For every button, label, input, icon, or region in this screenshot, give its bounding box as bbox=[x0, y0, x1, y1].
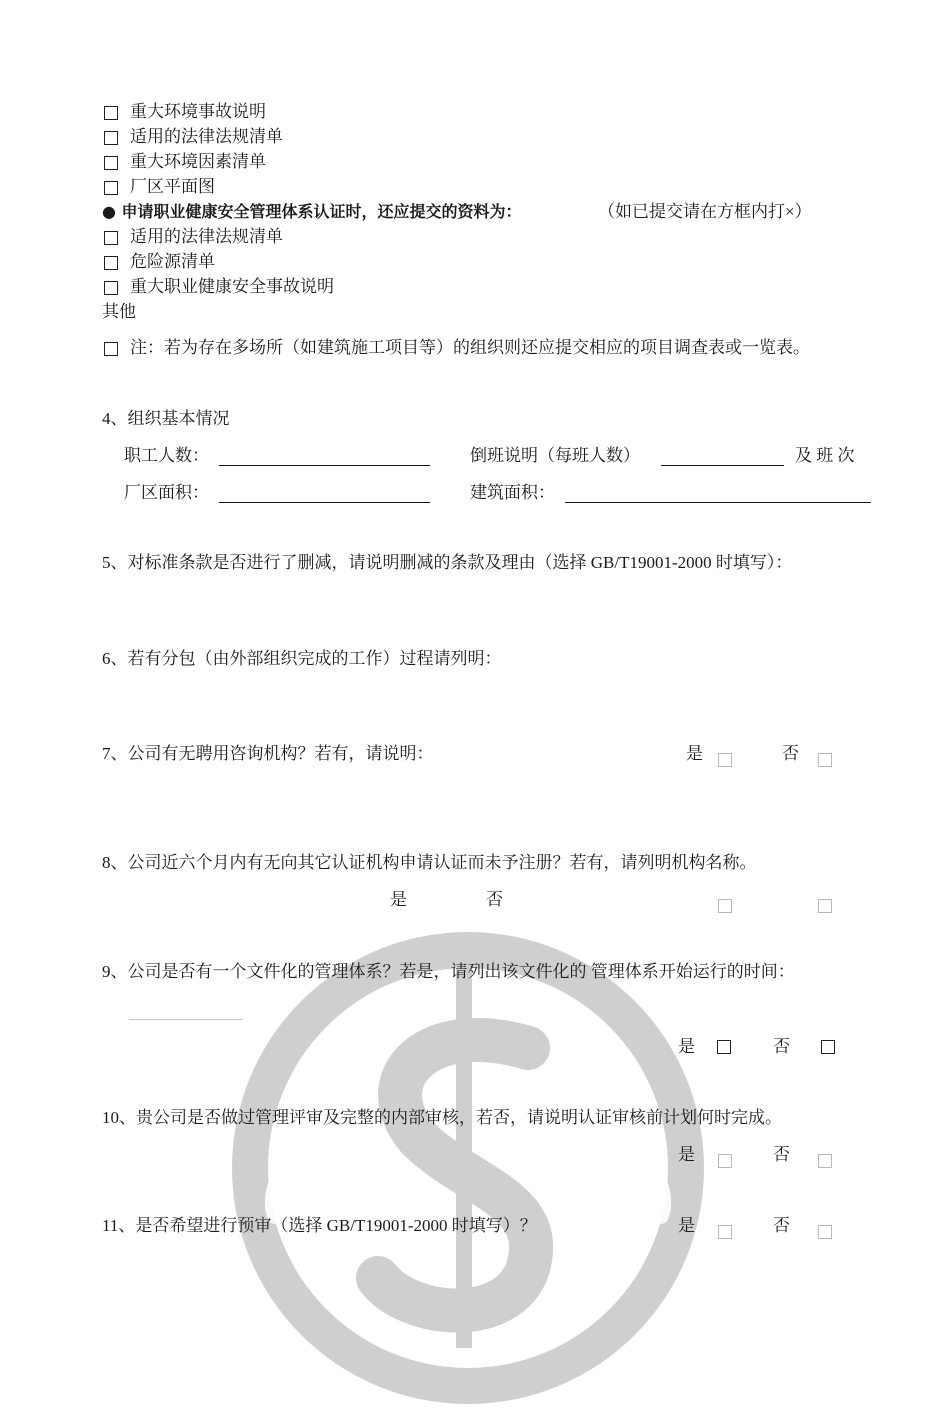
ohs-item-label: 重大职业健康安全事故说明 bbox=[130, 277, 334, 296]
q10-yes-label: 是 bbox=[678, 1145, 695, 1164]
q7-yes-checkbox[interactable] bbox=[718, 753, 732, 767]
checkbox-ohs-laws[interactable] bbox=[104, 231, 118, 245]
building-area-field[interactable] bbox=[565, 502, 871, 503]
bullet-icon: ● bbox=[102, 202, 116, 221]
q4-title: 4、组织基本情况 bbox=[102, 409, 230, 428]
building-area-label: 建筑面积： bbox=[470, 483, 555, 502]
ohs-item-label: 危险源清单 bbox=[130, 252, 215, 271]
staff-count-field[interactable] bbox=[219, 465, 430, 466]
q8-yes-checkbox[interactable] bbox=[718, 899, 732, 913]
q9-text: 9、公司是否有一个文件化的管理体系？若是，请列出该文件化的 管理体系开始运行的时间： bbox=[102, 962, 795, 981]
checkbox-multisite-note[interactable] bbox=[104, 342, 118, 356]
q9-no-checkbox[interactable] bbox=[821, 1040, 835, 1054]
checkbox-site-plan[interactable] bbox=[104, 181, 118, 195]
env-item-label: 重大环境事故说明 bbox=[130, 102, 266, 121]
staff-count-label: 职工人数： bbox=[124, 446, 209, 465]
ohs-heading-text: 申请职业健康安全管理体系认证时，还应提交的资料为： bbox=[121, 202, 522, 221]
multisite-note: 注：若为存在多场所（如建筑施工项目等）的组织则还应提交相应的项目调查表或一览表。 bbox=[130, 338, 810, 357]
q10-yes-checkbox[interactable] bbox=[718, 1154, 732, 1168]
env-item-label: 重大环境因素清单 bbox=[130, 152, 266, 171]
other-label: 其他 bbox=[102, 302, 136, 321]
env-item-label: 适用的法律法规清单 bbox=[130, 127, 283, 146]
checkbox-env-accident[interactable] bbox=[104, 106, 118, 120]
q8-text: 8、公司近六个月内有无向其它认证机构申请认证而未予注册？若有，请列明机构名称。 bbox=[102, 853, 757, 872]
site-area-field[interactable] bbox=[219, 502, 430, 503]
ohs-item-label: 适用的法律法规清单 bbox=[130, 227, 283, 246]
q10-no-label: 否 bbox=[773, 1145, 790, 1164]
q11-no-checkbox[interactable] bbox=[818, 1225, 832, 1239]
ohs-heading bbox=[102, 204, 522, 220]
q8-no-label: 否 bbox=[486, 890, 503, 909]
shift-count-field[interactable] bbox=[661, 465, 784, 466]
q11-yes-label: 是 bbox=[678, 1216, 695, 1235]
shift-suffix: 及 班 次 bbox=[795, 446, 855, 465]
q11-no-label: 否 bbox=[773, 1216, 790, 1235]
q5-text: 5、对标准条款是否进行了删减，请说明删减的条款及理由（选择 GB/T19001-2000 时填写）： bbox=[102, 553, 793, 572]
env-item-label: 厂区平面图 bbox=[130, 177, 215, 196]
q9-date-field[interactable] bbox=[129, 1019, 243, 1020]
checkbox-env-laws[interactable] bbox=[104, 131, 118, 145]
q11-yes-checkbox[interactable] bbox=[718, 1225, 732, 1239]
q7-no-checkbox[interactable] bbox=[818, 753, 832, 767]
q7-yes-label: 是 bbox=[686, 744, 703, 763]
checkbox-env-factors[interactable] bbox=[104, 156, 118, 170]
q8-no-checkbox[interactable] bbox=[818, 899, 832, 913]
checkbox-ohs-accident[interactable] bbox=[104, 281, 118, 295]
checkbox-hazard-list[interactable] bbox=[104, 256, 118, 270]
q11-text: 11、是否希望进行预审（选择 GB/T19001-2000 时填写）？ bbox=[102, 1216, 537, 1235]
q7-no-label: 否 bbox=[782, 744, 799, 763]
q10-no-checkbox[interactable] bbox=[818, 1154, 832, 1168]
q9-no-label: 否 bbox=[773, 1037, 790, 1056]
q9-yes-checkbox[interactable] bbox=[717, 1040, 731, 1054]
ohs-hint: （如已提交请在方框内打×） bbox=[598, 202, 812, 221]
q9-yes-label: 是 bbox=[678, 1037, 695, 1056]
q6-text: 6、若有分包（由外部组织完成的工作）过程请列明： bbox=[102, 649, 502, 668]
q7-text: 7、公司有无聘用咨询机构？若有，请说明： bbox=[102, 744, 434, 763]
shift-label: 倒班说明（每班人数） bbox=[470, 446, 640, 465]
site-area-label: 厂区面积： bbox=[124, 483, 209, 502]
q10-text: 10、贵公司是否做过管理评审及完整的内部审核，若否，请说明认证审核前计划何时完成。 bbox=[102, 1108, 782, 1127]
q8-yes-label: 是 bbox=[390, 890, 407, 909]
